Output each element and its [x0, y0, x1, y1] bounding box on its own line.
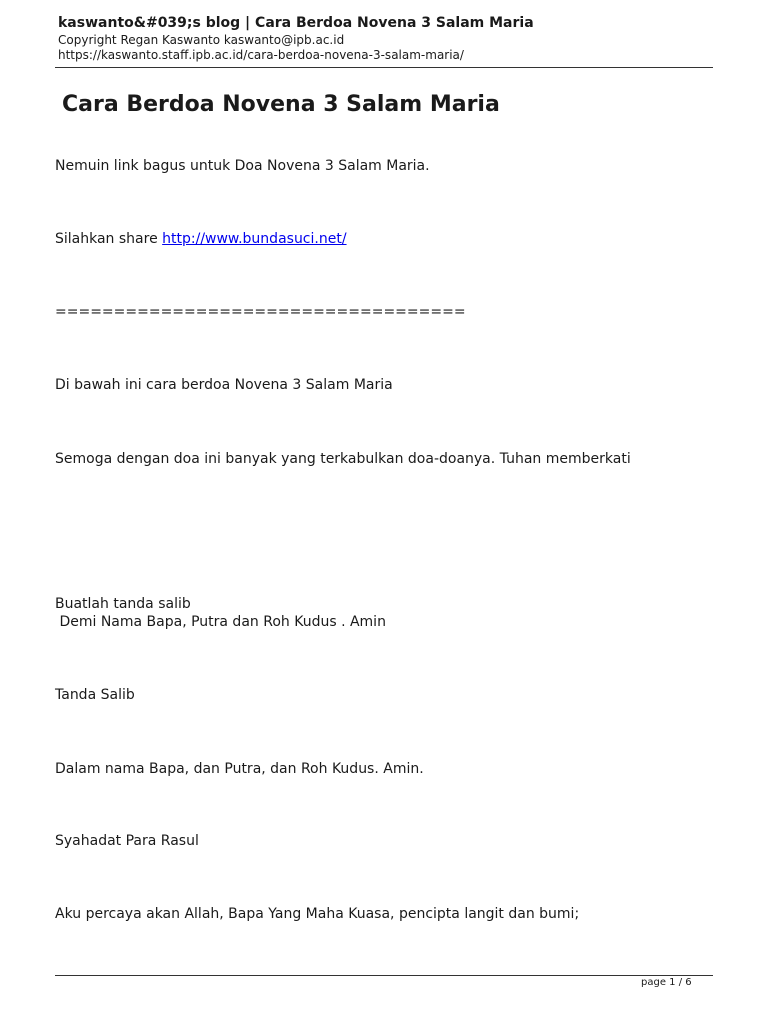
paragraph-share: [55, 230, 347, 248]
page-title: Cara Berdoa Novena 3 Salam Maria: [62, 92, 500, 117]
header-url: https://kaswanto.staff.ipb.ac.id/cara-berdoa-novena-3-salam-maria/: [58, 48, 464, 62]
header-divider: [55, 67, 713, 68]
footer-divider: [55, 975, 713, 976]
text-line: Buatlah tanda salib: [55, 596, 191, 612]
header-blog-title: kaswanto&#039;s blog | Cara Berdoa Novena 3 Salam Maria: [58, 15, 534, 31]
paragraph-sign-of-cross: Dalam nama Bapa, dan Putra, dan Roh Kudus. Amin.: [55, 761, 424, 777]
paragraph-intro: Nemuin link bagus untuk Doa Novena 3 Salam Maria.: [55, 158, 430, 174]
paragraph-sign-of-cross-intro: [55, 595, 386, 631]
heading-syahadat: Syahadat Para Rasul: [55, 833, 199, 849]
text-line: Demi Nama Bapa, Putra dan Roh Kudus . Amin: [55, 614, 386, 630]
paragraph-blessing: Semoga dengan doa ini banyak yang terkabulkan doa-doanya. Tuhan memberkati: [55, 451, 631, 467]
separator-line: ===================================: [55, 304, 466, 320]
page-number: page 1 / 6: [641, 977, 692, 988]
paragraph-instructions: Di bawah ini cara berdoa Novena 3 Salam Maria: [55, 377, 393, 393]
paragraph-creed: Aku percaya akan Allah, Bapa Yang Maha Kuasa, pencipta langit dan bumi;: [55, 906, 580, 922]
share-link[interactable]: http://www.bundasuci.net/: [162, 231, 347, 247]
header-copyright: Copyright Regan Kaswanto kaswanto@ipb.ac.id: [58, 33, 345, 47]
share-prefix-text: Silahkan share: [55, 231, 163, 247]
heading-tanda-salib: Tanda Salib: [55, 687, 135, 703]
